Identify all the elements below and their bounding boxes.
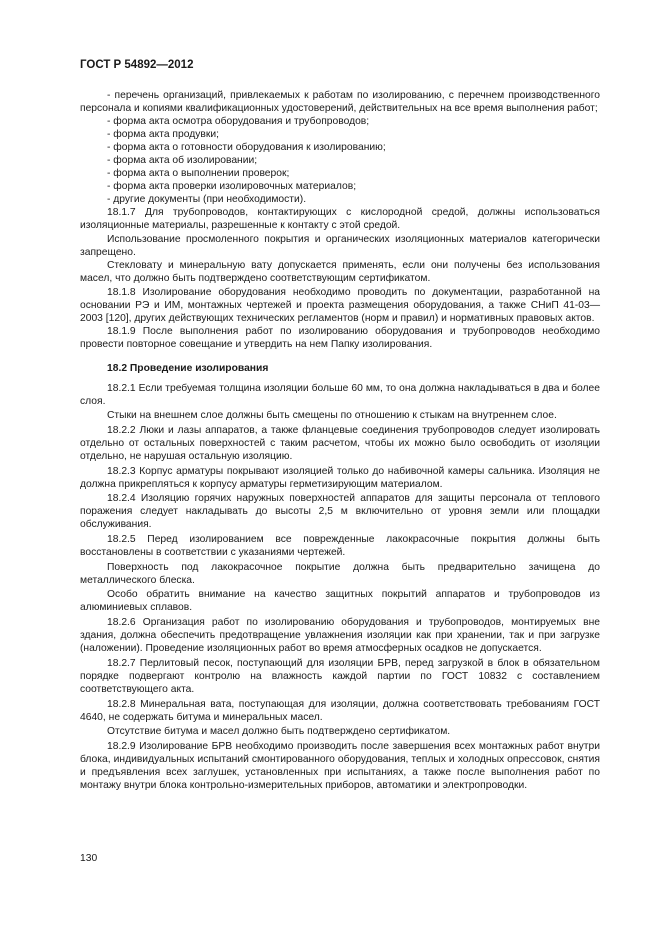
paragraph-18-1-9: 18.1.9 После выполнения работ по изолированию оборудования и трубопроводов необходимо провести повторное совещание и утвердить на нем Папку изолирования. [80,326,600,351]
paragraph-18-2-7: 18.2.7 Перлитовый песок, поступающий для изоляции БРВ, перед загрузкой в блок в обязательном порядке подвергают контролю на влажность каждой партии по ГОСТ 10832 с составлением соответствующего акта. [80,657,600,695]
paragraph-18-2-8: 18.2.8 Минеральная вата, поступающая для изоляции, должна соответствовать требованиям ГОСТ 4640, не содержать битума и минеральных масел. [80,698,600,723]
paragraph-aluminium-coatings: Особо обратить внимание на качество защитных покрытий аппаратов и трубопроводов из алюминиевых сплавов. [80,589,600,614]
list-item: - форма акта об изолировании; [107,155,258,167]
paragraph-18-2-4: 18.2.4 Изоляцию горячих наружных поверхностей аппаратов для защиты персонала от теплового поражения следует накладывать до высоты 2,5 м включительно от уровня земли или площадки обслуживания. [80,493,600,531]
list-item: - форма акта проверки изолировочных материалов; [107,181,357,193]
list-item: - форма акта осмотра оборудования и трубопроводов; [107,116,370,128]
paragraph-18-2-1: 18.2.1 Если требуемая толщина изоляции больше 60 мм, то она должна накладываться в два и более слоя. [80,382,600,407]
paragraph-18-1-7: 18.1.7 Для трубопроводов, контактирующих с кислородной средой, должны использоваться изоляционные материалы, разрешенные к контакту с этой средой. [80,207,600,232]
document-body [80,89,600,792]
list-item: - форма акта о выполнении проверок; [107,168,290,180]
paragraph-18-2-9: 18.2.9 Изолирование БРВ необходимо производить после завершения всех монтажных работ внутри блока, индивидуальных испытаний смонтированного оборудования, теплых и холодных опрессовок, снятия и предъявления всех заглушек, установленных при испытаниях, а также после выполнения работ по монтажу внутри блока контрольно-измерительных приборов, автоматики и электропроводки. [80,740,600,792]
paragraph-surface-cleaning: Поверхность под лакокрасочное покрытие должна быть предварительно зачищена до металлического блеска. [80,561,600,586]
document-header: ГОСТ Р 54892—2012 [80,59,194,71]
paragraph-18-2-2: 18.2.2 Люки и лазы аппаратов, а также фланцевые соединения трубопроводов следует изолировать отдельно от остальных поверхностей с таким расчетом, чтобы их можно было освободить от изоляции отдельно, не нарушая остальную изоляцию. [80,424,600,462]
list-item: - другие документы (при необходимости). [107,194,307,206]
paragraph-18-2-5: 18.2.5 Перед изолированием все поврежденные лакокрасочные покрытия должны быть восстановлены в соответствии с указаниями чертежей. [80,534,600,559]
section-heading-18-2: 18.2 Проведение изолирования [107,362,269,374]
paragraph-tarred-coating: Использование просмоленного покрытия и органических изоляционных материалов категорически запрещено. [80,233,600,258]
list-item: - форма акта о готовности оборудования к изолированию; [107,142,386,154]
paragraph-glass-wool: Стекловату и минеральную вату допускается применять, если они получены без использования масел, что должно быть подтверждено соответствующим сертификатом. [80,259,600,284]
page-number: 130 [80,853,98,864]
paragraph-18-2-6: 18.2.6 Организация работ по изолированию оборудования и трубопроводов, монтируемых вне здания, должна обеспечить предотвращение увлажнения изоляции как при хранении, так и при загрузке (наложении). Проведение изоляционных работ во время атмосферных осадков не допускается. [80,617,600,655]
paragraph-bitumen-certificate: Отсутствие битума и масел должно быть подтверждено сертификатом. [107,726,451,738]
paragraph-joints-offset: Стыки на внешнем слое должны быть смещены по отношению к стыкам на внутреннем слое. [107,410,557,422]
paragraph-personnel-list: - перечень организаций, привлекаемых к работам по изолированию, с перечнем производственного персонала и копиями квалификационных удостоверений, действительных на все время выполнения работ; [80,90,600,115]
paragraph-18-2-3: 18.2.3 Корпус арматуры покрывают изоляцией только до набивочной камеры сальника. Изоляция не должна прикрепляться к корпусу арматуры герметизирующим материалом. [80,465,600,490]
paragraph-18-1-8: 18.1.8 Изолирование оборудования необходимо проводить по документации, разработанной на основании РЭ и ИМ, монтажных чертежей и проекта размещения оборудования, а также СНиП 41-03—2003 [120], других действующих технических регламентов (норм и правил) и нормативных правовых актов. [80,287,600,325]
list-item: - форма акта продувки; [107,129,219,141]
